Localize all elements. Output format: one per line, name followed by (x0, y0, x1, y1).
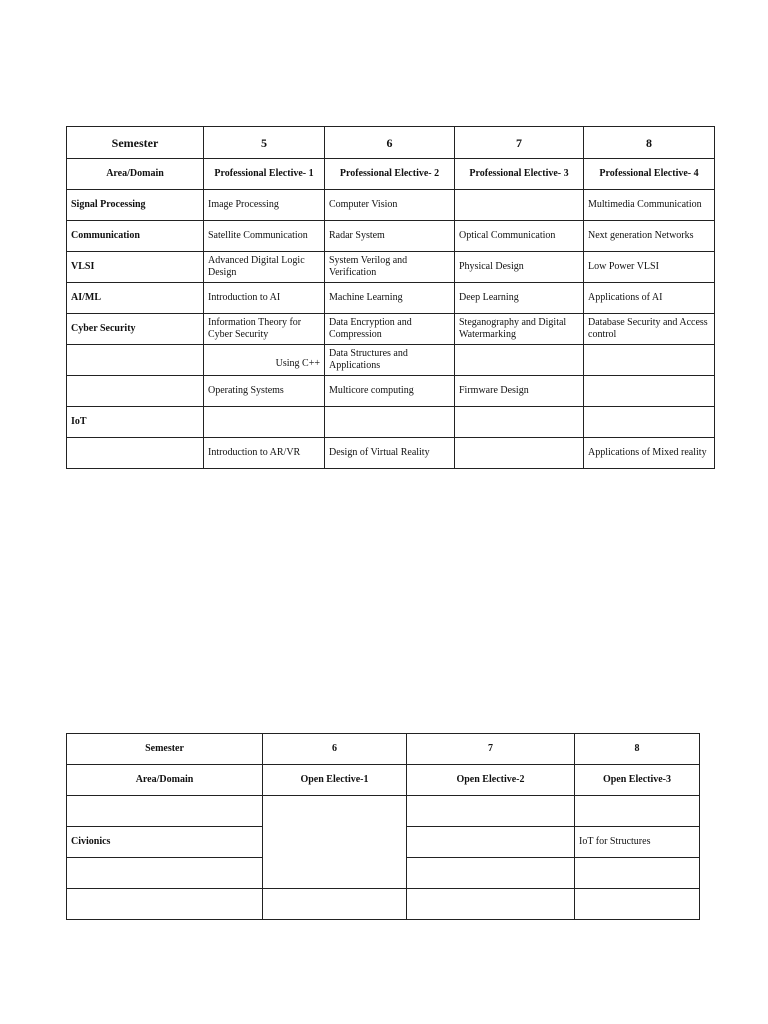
course-cell: System Verilog and Verification (325, 252, 455, 283)
course-cell (575, 889, 700, 920)
domain-cell: AI/ML (67, 283, 204, 314)
semester-header-row (67, 127, 715, 159)
semester-header-row (67, 734, 700, 765)
table-row (67, 345, 715, 376)
open-elective-1: Open Elective-1 (263, 765, 407, 796)
course-cell (455, 345, 584, 376)
course-cell: Satellite Communication (204, 221, 325, 252)
area-domain-label: Area/Domain (67, 159, 204, 190)
course-cell (584, 407, 715, 438)
course-cell: Operating Systems (204, 376, 325, 407)
course-cell: Using C++ (204, 345, 325, 376)
domain-cell (67, 345, 204, 376)
course-cell (455, 190, 584, 221)
course-cell (204, 407, 325, 438)
course-cell: Physical Design (455, 252, 584, 283)
course-cell: Next generation Networks (584, 221, 715, 252)
course-cell: Computer Vision (325, 190, 455, 221)
table-row (67, 407, 715, 438)
semester-6: 6 (325, 127, 455, 159)
domain-cell: IoT (67, 407, 204, 438)
course-cell: Multimedia Communication (584, 190, 715, 221)
open-elective-3: Open Elective-3 (575, 765, 700, 796)
domain-cell (67, 858, 263, 889)
domain-cell: Civionics (67, 827, 263, 858)
course-cell (584, 345, 715, 376)
domain-cell (67, 889, 263, 920)
professional-elective-table (66, 126, 715, 469)
open-elective-2: Open Elective-2 (407, 765, 575, 796)
course-cell: Image Processing (204, 190, 325, 221)
course-cell: Deep Learning (455, 283, 584, 314)
course-cell: Radar System (325, 221, 455, 252)
table-row (67, 438, 715, 469)
course-cell: Applications of AI (584, 283, 715, 314)
course-cell (407, 889, 575, 920)
course-cell: Machine Learning (325, 283, 455, 314)
domain-cell (67, 796, 263, 827)
course-cell (407, 858, 575, 889)
semester-7: 7 (455, 127, 584, 159)
course-cell: Data Encryption and Compression (325, 314, 455, 345)
elective-header-row (67, 765, 700, 796)
table-row (67, 889, 700, 920)
table-row (67, 283, 715, 314)
table-row (67, 221, 715, 252)
course-cell: Firmware Design (455, 376, 584, 407)
professional-elective-4: Professional Elective- 4 (584, 159, 715, 190)
course-cell: Design of Virtual Reality (325, 438, 455, 469)
semester-label: Semester (67, 734, 263, 765)
table-row (67, 314, 715, 345)
semester-7: 7 (407, 734, 575, 765)
semester-6: 6 (263, 734, 407, 765)
course-cell: Data Structures and Applications (325, 345, 455, 376)
course-cell: Multicore computing (325, 376, 455, 407)
course-cell (584, 376, 715, 407)
semester-8: 8 (584, 127, 715, 159)
course-cell: Optical Communication (455, 221, 584, 252)
table-row (67, 190, 715, 221)
domain-cell: Signal Processing (67, 190, 204, 221)
professional-elective-2: Professional Elective- 2 (325, 159, 455, 190)
domain-cell: VLSI (67, 252, 204, 283)
semester-8: 8 (575, 734, 700, 765)
course-cell: Advanced Digital Logic Design (204, 252, 325, 283)
course-cell: Information Theory for Cyber Security (204, 314, 325, 345)
course-cell: Applications of Mixed reality (584, 438, 715, 469)
domain-cell (67, 438, 204, 469)
course-cell (455, 438, 584, 469)
open-elective-table (66, 733, 700, 920)
professional-elective-1: Professional Elective- 1 (204, 159, 325, 190)
table-row (67, 376, 715, 407)
course-cell (407, 796, 575, 827)
course-cell (575, 858, 700, 889)
course-cell (263, 889, 407, 920)
domain-cell (67, 376, 204, 407)
table-row (67, 252, 715, 283)
course-cell: Database Security and Access control (584, 314, 715, 345)
semester-5: 5 (204, 127, 325, 159)
course-cell: Introduction to AI (204, 283, 325, 314)
course-cell (575, 796, 700, 827)
professional-elective-3: Professional Elective- 3 (455, 159, 584, 190)
merged-course-cell (263, 796, 407, 889)
table-row (67, 796, 700, 827)
domain-cell: Communication (67, 221, 204, 252)
course-cell (407, 827, 575, 858)
elective-header-row (67, 159, 715, 190)
course-cell (455, 407, 584, 438)
semester-label: Semester (67, 127, 204, 159)
course-cell: Steganography and Digital Watermarking (455, 314, 584, 345)
course-cell: Low Power VLSI (584, 252, 715, 283)
course-cell: IoT for Structures (575, 827, 700, 858)
course-cell: Introduction to AR/VR (204, 438, 325, 469)
domain-cell: Cyber Security (67, 314, 204, 345)
area-domain-label: Area/Domain (67, 765, 263, 796)
course-cell (325, 407, 455, 438)
